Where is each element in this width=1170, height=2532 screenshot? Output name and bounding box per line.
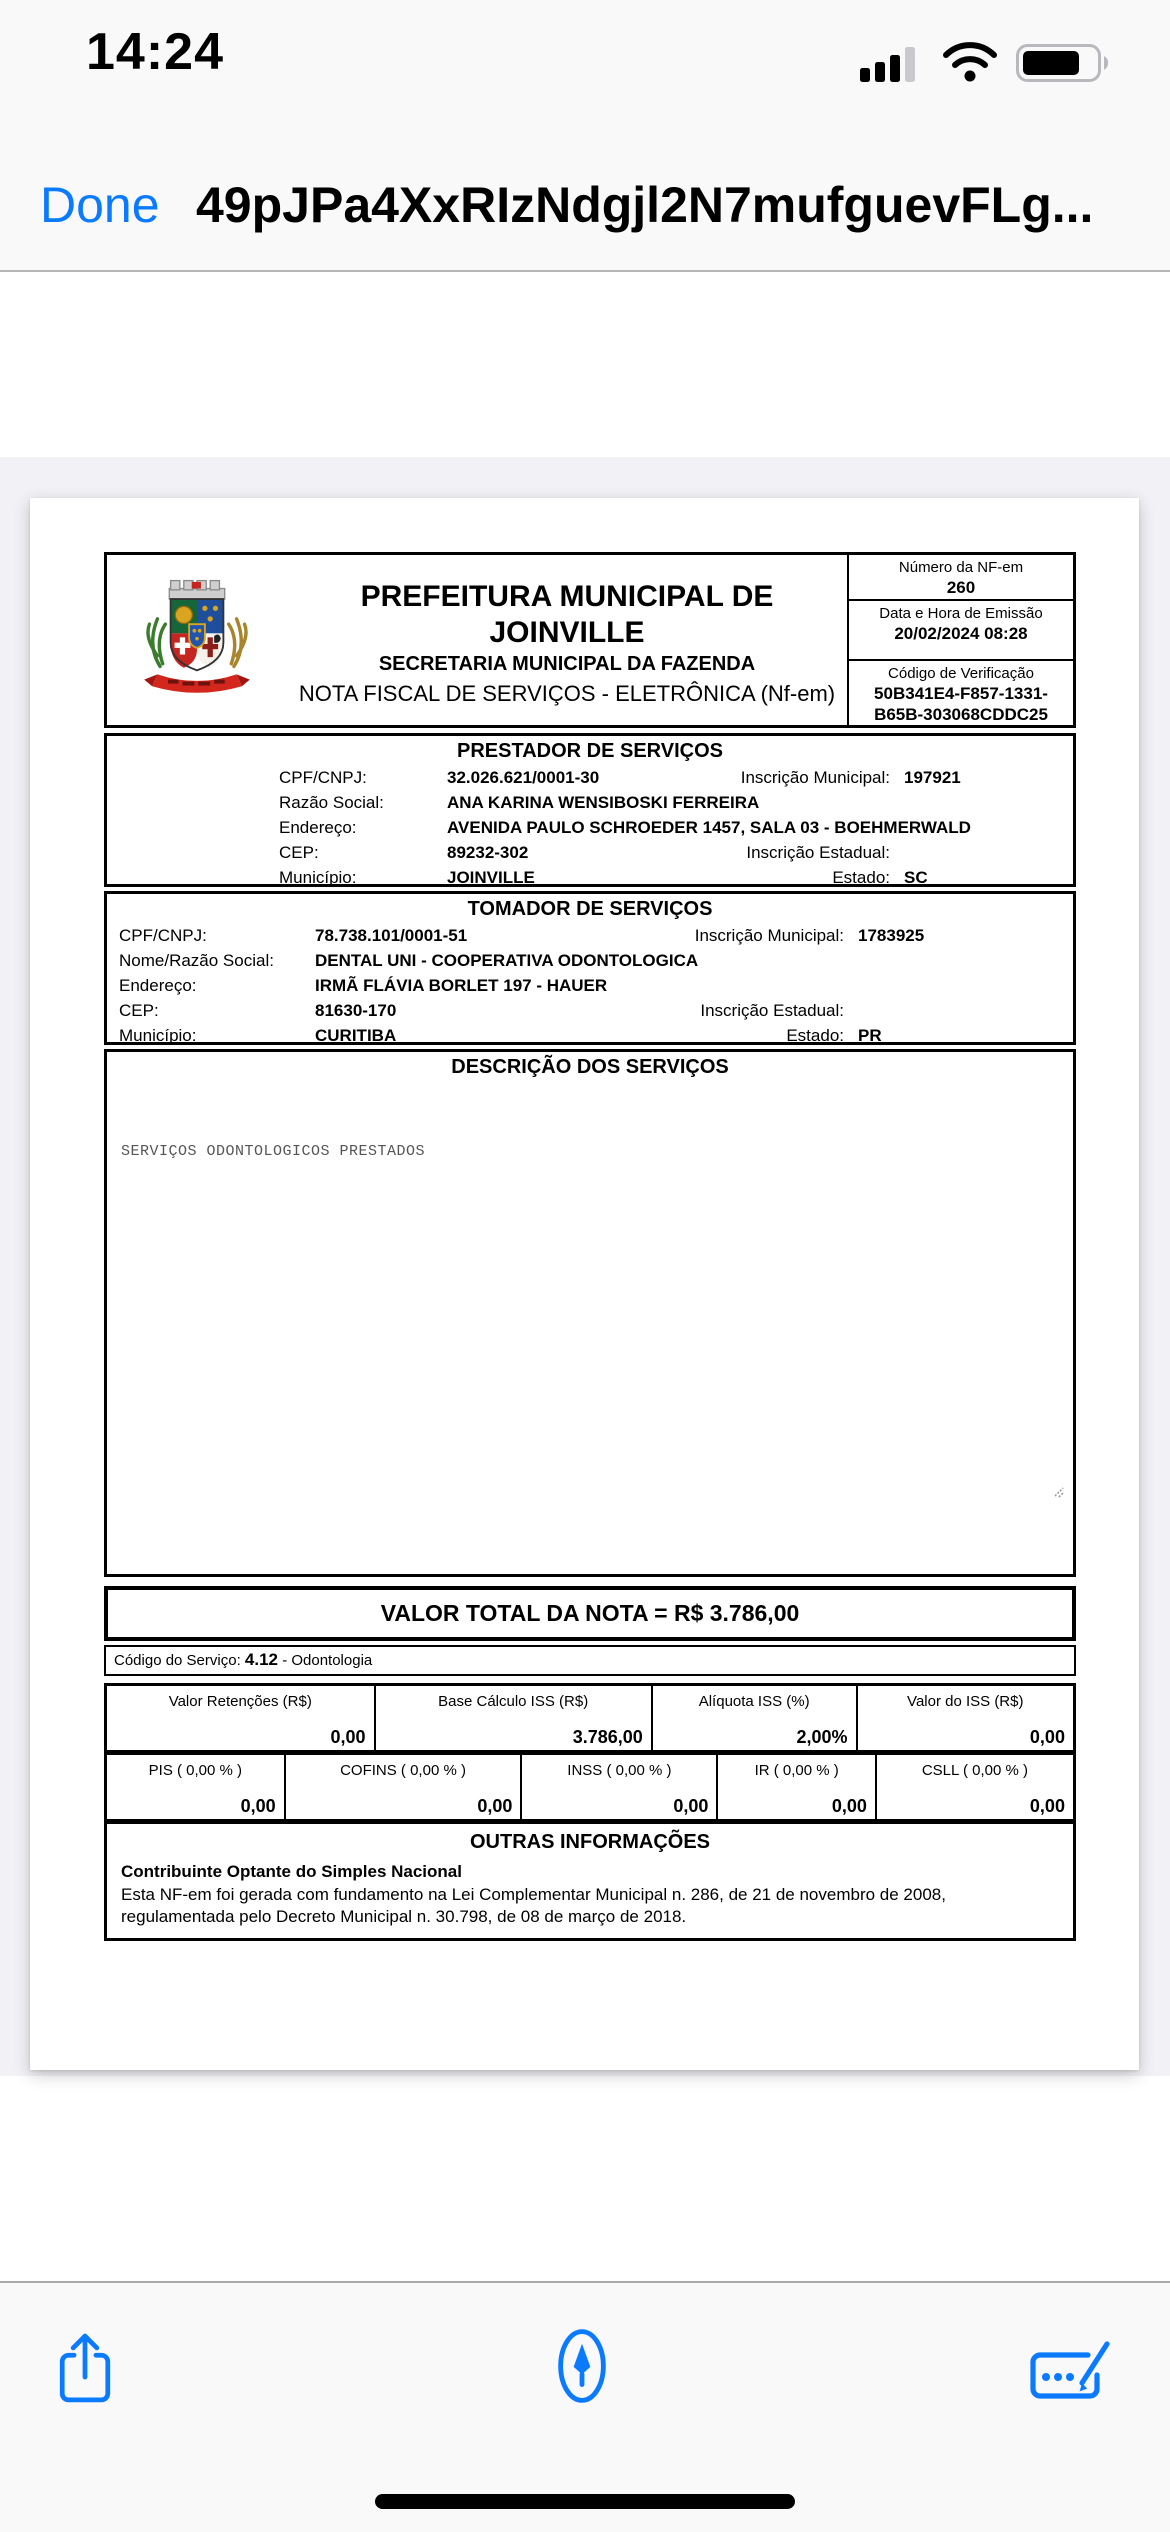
provider-municipio-row — [107, 865, 1073, 890]
invoice-meta-column — [847, 555, 1073, 725]
provider-cep-label: CEP: — [279, 843, 319, 862]
secretariat-name: SECRETARIA MUNICIPAL DA FAZENDA — [378, 653, 756, 675]
other-info-section — [104, 1821, 1076, 1941]
invoice-title-block — [287, 555, 847, 725]
emission-value: 20/02/2024 08:28 — [894, 623, 1028, 643]
fed-col-cofins-value: 0,00 — [477, 1796, 513, 1816]
municipality-name: PREFEITURA MUNICIPAL DE JOINVILLE — [360, 580, 774, 649]
service-code-row — [104, 1645, 1076, 1676]
provider-uf-value: SC — [904, 868, 928, 887]
fed-col-cofins-header: COFINS ( 0,00 % ) — [340, 1762, 466, 1779]
bottom-toolbar — [0, 2281, 1170, 2532]
customer-municipio-value: CURITIBA — [315, 1026, 397, 1045]
iss-col-aliquota-header: Alíquota ISS (%) — [698, 1693, 810, 1710]
fed-col-cofins — [286, 1755, 523, 1819]
battery-icon — [1016, 44, 1112, 82]
iss-col-base-value: 3.786,00 — [572, 1727, 643, 1747]
customer-nome-row — [107, 948, 1073, 973]
verification-value-line1: 50B341E4-F857-1331- — [874, 684, 1048, 703]
provider-im-value: 197921 — [904, 768, 961, 787]
iss-col-base-header: Base Cálculo ISS (R$) — [438, 1693, 589, 1710]
wifi-icon — [942, 42, 998, 84]
verification-value-line2: B65B-303068CDDC25 — [874, 705, 1048, 724]
form-fill-button[interactable] — [1028, 2339, 1114, 2406]
nf-number-label: Número da NF-em — [898, 559, 1024, 576]
provider-endereco-value: AVENIDA PAULO SCHROEDER 1457, SALA 03 - BOEHMERWALD — [447, 818, 971, 837]
top-bar — [0, 0, 1170, 272]
other-info-bold-line: Contribuinte Optante do Simples Nacional — [121, 1862, 462, 1881]
customer-cep-row — [107, 998, 1073, 1023]
emission-label: Data e Hora de Emissão — [879, 604, 1043, 622]
service-code-value: 4.12 — [244, 1650, 279, 1669]
iss-col-retencoes-header: Valor Retenções (R$) — [168, 1693, 312, 1710]
customer-endereco-label: Endereço: — [119, 976, 197, 995]
description-text: SERVIÇOS ODONTOLOGICOS PRESTADOS — [121, 1143, 426, 1160]
provider-title: PRESTADOR DE SERVIÇOS — [457, 740, 723, 762]
markup-button[interactable] — [556, 2327, 608, 2408]
verification-label: Código de Verificação — [888, 665, 1034, 682]
provider-razao-value: ANA KARINA WENSIBOSKI FERREIRA — [447, 793, 760, 812]
coat-of-arms-icon — [131, 579, 263, 701]
provider-endereco-row — [107, 815, 1073, 840]
customer-endereco-row — [107, 973, 1073, 998]
invoice — [104, 552, 1076, 1941]
provider-cpf-label: CPF/CNPJ: — [279, 768, 367, 787]
provider-cpf-value: 32.026.621/0001-30 — [447, 768, 600, 787]
customer-nome-label: Nome/Razão Social: — [119, 951, 274, 970]
provider-section — [104, 733, 1076, 887]
provider-endereco-label: Endereço: — [279, 818, 357, 837]
nf-number-value: 260 — [946, 578, 976, 597]
fed-col-csll-value: 0,00 — [1029, 1796, 1065, 1816]
cellular-signal-icon — [860, 46, 922, 82]
description-title: DESCRIÇÃO DOS SERVIÇOS — [451, 1056, 729, 1078]
customer-section — [104, 891, 1076, 1045]
customer-ie-value — [844, 998, 1073, 1023]
fed-col-ir-value: 0,00 — [831, 1796, 867, 1816]
markup-pen-icon — [556, 2327, 608, 2405]
document-title: 49pJPa4XxRIzNdgjl2N7mufguevFLg... — [196, 177, 1094, 233]
other-info-text: Esta NF-em foi gerada com fundamento na Lei Complementar Municipal n. 286, de 21 de novembro de 2008, regulamentada pelo Decreto Municipal n. 30.798, de 08 de março de 2018. — [121, 1885, 946, 1926]
customer-cpf-label: CPF/CNPJ: — [119, 926, 207, 945]
customer-cep-value: 81630-170 — [315, 1001, 397, 1020]
iss-table — [104, 1683, 1076, 1753]
pdf-page — [30, 498, 1139, 2070]
provider-cep-row — [107, 840, 1073, 865]
iss-col-valor — [858, 1686, 1073, 1750]
iss-col-retencoes-value: 0,00 — [330, 1727, 366, 1747]
customer-nome-value: DENTAL UNI - COOPERATIVA ODONTOLOGICA — [315, 951, 699, 970]
document-type: NOTA FISCAL DE SERVIÇOS - ELETRÔNICA (Nf-em) — [298, 681, 836, 706]
iss-col-valor-header: Valor do ISS (R$) — [907, 1693, 1024, 1710]
federal-tax-table — [104, 1752, 1076, 1822]
signature-form-icon — [1028, 2339, 1114, 2403]
fed-col-inss — [522, 1755, 718, 1819]
document-scroll-area[interactable] — [0, 457, 1170, 2076]
fed-col-csll — [877, 1755, 1073, 1819]
customer-uf-label: Estado: — [786, 1026, 844, 1045]
textarea-resize-handle-icon — [1051, 1484, 1067, 1500]
fed-col-ir-header: IR ( 0,00 % ) — [754, 1762, 839, 1779]
provider-municipio-value: JOINVILLE — [447, 868, 535, 887]
customer-municipio-label: Município: — [119, 1026, 197, 1045]
fed-col-inss-value: 0,00 — [673, 1796, 709, 1816]
iss-col-aliquota — [653, 1686, 858, 1750]
emission-cell — [849, 601, 1073, 661]
share-button[interactable] — [54, 2331, 116, 2408]
home-indicator[interactable] — [375, 2494, 795, 2509]
joinville-coat-of-arms-logo — [107, 555, 287, 725]
iss-col-retencoes — [107, 1686, 376, 1750]
customer-title: TOMADOR DE SERVIÇOS — [467, 898, 713, 920]
provider-ie-value — [890, 840, 1073, 865]
provider-uf-label: Estado: — [832, 868, 890, 887]
share-icon — [54, 2331, 116, 2405]
fed-col-inss-header: INSS ( 0,00 % ) — [567, 1762, 672, 1779]
iss-col-aliquota-value: 2,00% — [796, 1727, 848, 1747]
provider-municipio-label: Município: — [279, 868, 357, 887]
fed-col-pis — [107, 1755, 286, 1819]
other-info-title: OUTRAS INFORMAÇÕES — [470, 1831, 710, 1853]
iss-col-base — [376, 1686, 653, 1750]
customer-cep-label: CEP: — [119, 1001, 159, 1020]
service-code-name: - Odontologia — [282, 1652, 373, 1669]
provider-cep-value: 89232-302 — [447, 843, 529, 862]
customer-uf-value: PR — [858, 1026, 882, 1045]
customer-im-label: Inscrição Municipal: — [694, 926, 844, 945]
customer-cpf-value: 78.738.101/0001-51 — [315, 926, 468, 945]
verification-cell — [849, 661, 1073, 725]
fed-col-csll-header: CSLL ( 0,00 % ) — [921, 1762, 1028, 1779]
customer-endereco-value: IRMÃ FLÁVIA BORLET 197 - HAUER — [315, 976, 608, 995]
provider-ie-label: Inscrição Estadual: — [746, 843, 890, 862]
fed-col-ir — [718, 1755, 876, 1819]
service-description-section — [104, 1049, 1076, 1577]
done-button[interactable]: Done — [40, 177, 160, 233]
provider-razao-row — [107, 790, 1073, 815]
customer-cpf-row — [107, 923, 1073, 948]
customer-im-value: 1783925 — [858, 926, 925, 945]
fed-col-pis-value: 0,00 — [240, 1796, 276, 1816]
provider-im-label: Inscrição Municipal: — [740, 768, 890, 787]
invoice-header — [104, 552, 1076, 728]
fed-col-pis-header: PIS ( 0,00 % ) — [148, 1762, 243, 1779]
provider-razao-label: Razão Social: — [279, 793, 384, 812]
service-code-label: Código do Serviço: — [114, 1652, 241, 1669]
customer-municipio-row — [107, 1023, 1073, 1048]
status-time: 14:24 — [86, 23, 224, 81]
total-banner: VALOR TOTAL DA NOTA = R$ 3.786,00 — [104, 1586, 1076, 1641]
nf-number-cell — [849, 555, 1073, 601]
provider-cpf-row — [107, 765, 1073, 790]
iss-col-valor-value: 0,00 — [1029, 1727, 1065, 1747]
customer-ie-label: Inscrição Estadual: — [700, 1001, 844, 1020]
